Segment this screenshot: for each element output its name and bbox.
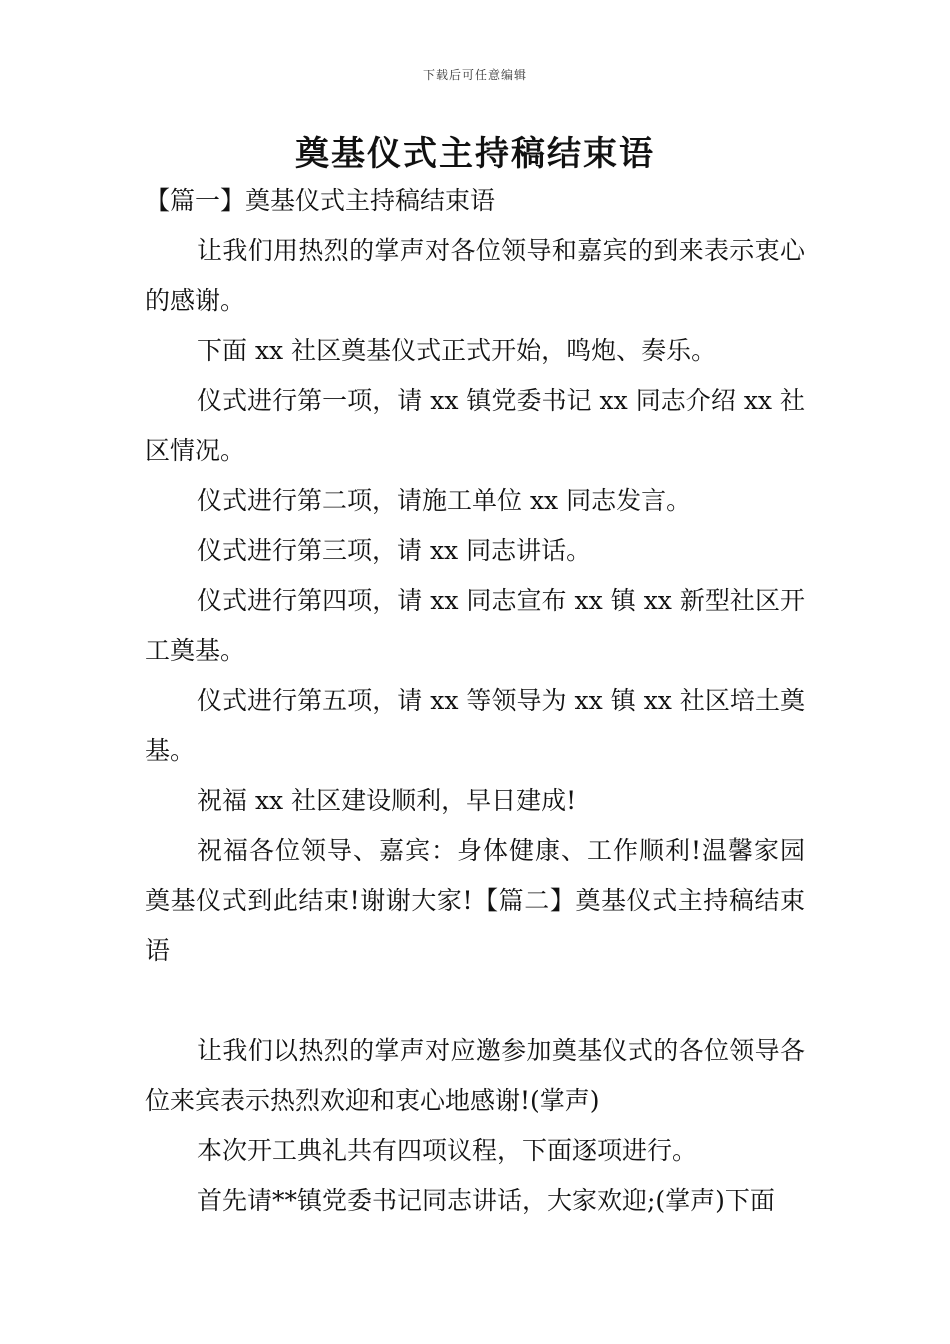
blank-line xyxy=(145,976,805,1026)
paragraph: 让我们用热烈的掌声对各位领导和嘉宾的到来表示衷心的感谢。 xyxy=(145,236,805,315)
paragraph: 仪式进行第四项，请 xx 同志宣布 xx 镇 xx 新型社区开工奠基。 xyxy=(145,586,805,665)
paragraph: 本次开工典礼共有四项议程，下面逐项进行。 xyxy=(197,1136,698,1165)
paragraph: 首先请**镇党委书记同志讲话，大家欢迎;(掌声)下面 xyxy=(197,1186,775,1215)
section-heading: 【篇一】奠基仪式主持稿结束语 xyxy=(145,186,496,215)
paragraph: 让我们以热烈的掌声对应邀参加奠基仪式的各位领导各位来宾表示热烈欢迎和衷心地感谢!(掌声) xyxy=(145,1036,805,1115)
paragraph: 下面 xx 社区奠基仪式正式开始，鸣炮、奏乐。 xyxy=(197,336,717,365)
paragraph: 仪式进行第三项，请 xx 同志讲话。 xyxy=(197,536,592,565)
document-body xyxy=(145,176,805,1226)
paragraph: 祝福各位领导、嘉宾：身体健康、工作顺利!温馨家园奠基仪式到此结束!谢谢大家!【篇二】奠基仪式主持稿结束语 xyxy=(145,836,805,965)
paragraph: 祝福 xx 社区建设顺利，早日建成! xyxy=(197,786,577,815)
paragraph: 仪式进行第一项，请 xx 镇党委书记 xx 同志介绍 xx 社区情况。 xyxy=(145,386,805,465)
page-header-note: 下载后可任意编辑 xyxy=(422,68,527,82)
paragraph: 仪式进行第二项，请施工单位 xx 同志发言。 xyxy=(197,486,692,515)
paragraph: 仪式进行第五项，请 xx 等领导为 xx 镇 xx 社区培土奠基。 xyxy=(145,686,805,765)
document-title: 奠基仪式主持稿结束语 xyxy=(295,134,655,174)
